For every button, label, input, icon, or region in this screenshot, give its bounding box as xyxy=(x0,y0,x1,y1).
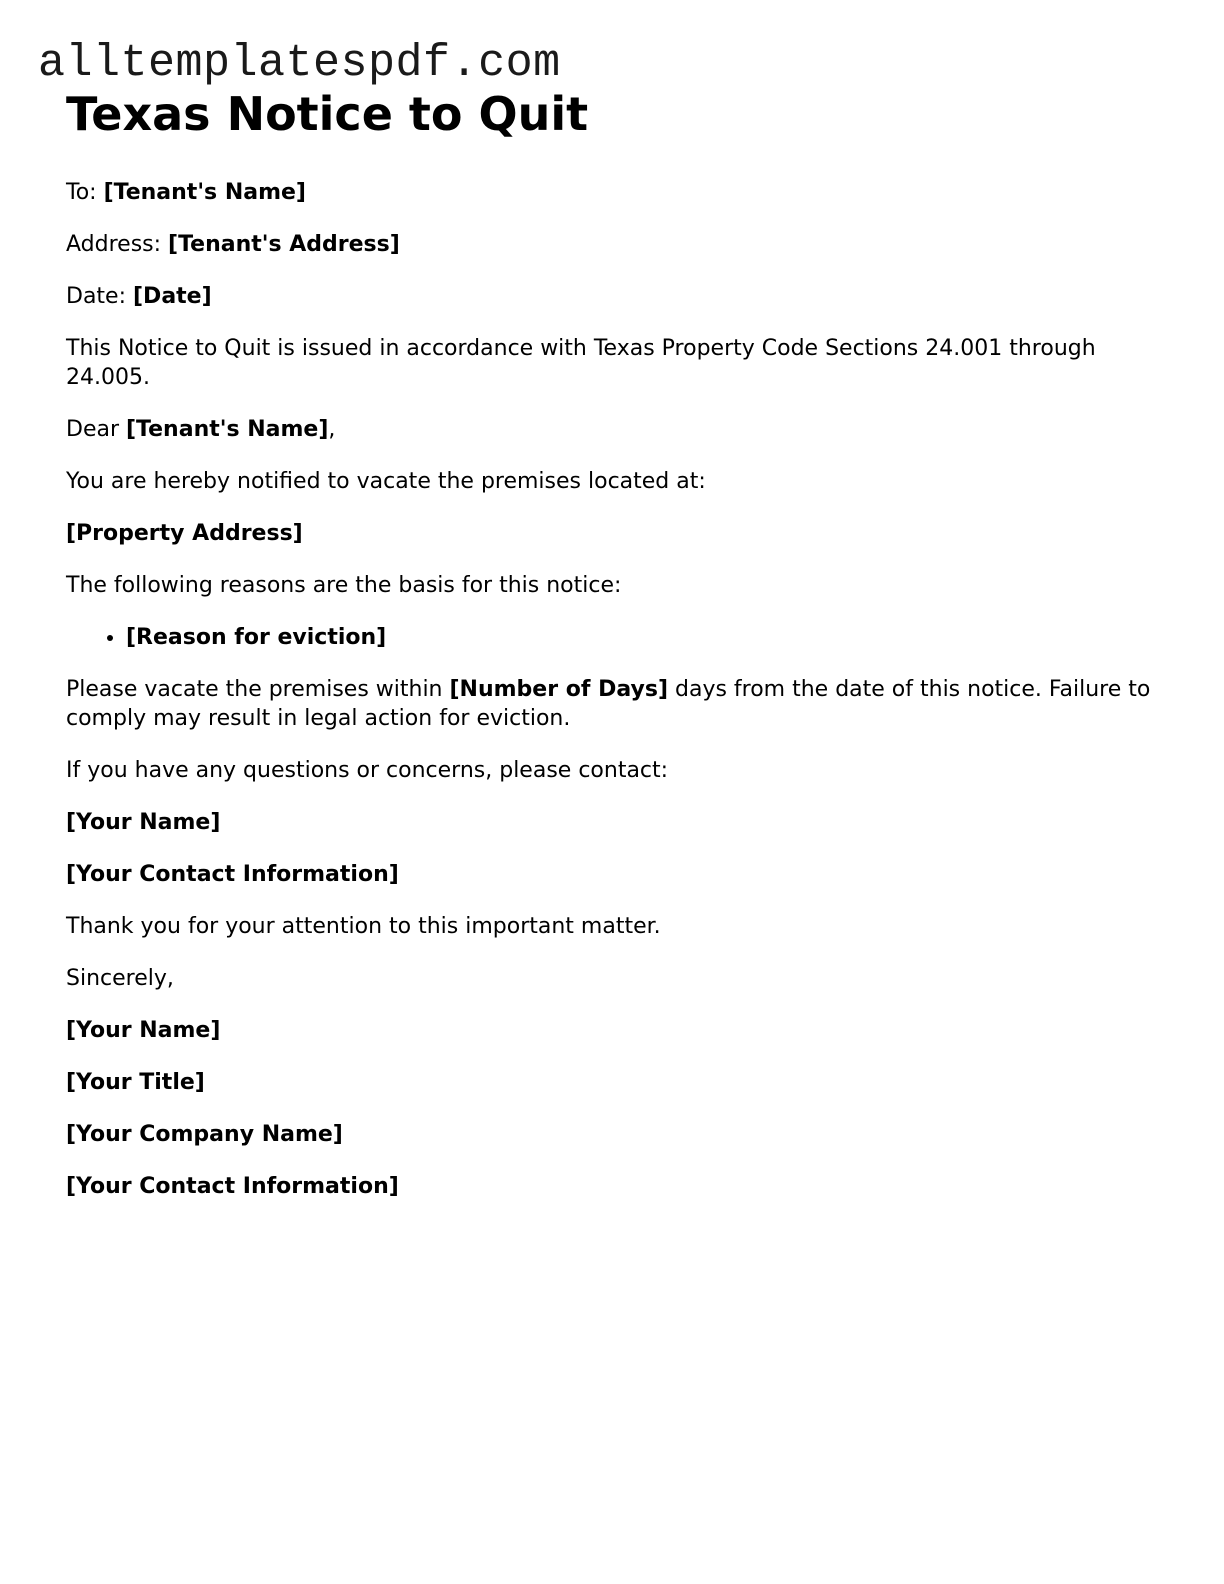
notified-paragraph: You are hereby notified to vacate the premises located at: xyxy=(66,469,706,494)
signature-title-field: [Your Title] xyxy=(66,1070,205,1095)
signature-info-line xyxy=(66,1172,1156,1201)
signature-company-line xyxy=(66,1120,1156,1149)
address-label: Address: xyxy=(66,232,169,257)
to-label: To: xyxy=(66,180,104,205)
greeting-suffix: , xyxy=(328,417,336,442)
reasons-list xyxy=(66,623,1156,652)
contact-info-line xyxy=(66,860,1156,889)
contact-name-line xyxy=(66,808,1156,837)
closing-line: Sincerely, xyxy=(66,966,174,991)
site-watermark: alltemplatespdf.com xyxy=(38,38,561,89)
greeting-prefix: Dear xyxy=(66,417,126,442)
signature-info-field: [Your Contact Information] xyxy=(66,1174,399,1199)
vacate-paragraph xyxy=(66,675,1156,733)
tenant-name-field: [Tenant's Name] xyxy=(103,180,306,205)
statute-paragraph: This Notice to Quit is issued in accordance with Texas Property Code Sections 24.001 through 24.005. xyxy=(66,336,1096,390)
vacate-before: Please vacate the premises within xyxy=(66,677,450,702)
number-of-days-field: [Number of Days] xyxy=(449,677,668,702)
thanks-paragraph: Thank you for your attention to this important matter. xyxy=(66,914,661,939)
date-line xyxy=(66,282,1156,311)
contact-intro: If you have any questions or concerns, please contact: xyxy=(66,758,669,783)
signature-name-field: [Your Name] xyxy=(66,1018,221,1043)
signature-company-field: [Your Company Name] xyxy=(66,1122,343,1147)
reasons-intro: The following reasons are the basis for this notice: xyxy=(66,573,622,598)
date-label: Date: xyxy=(66,284,133,309)
greeting-line xyxy=(66,415,1156,444)
contact-info-field: [Your Contact Information] xyxy=(66,862,399,887)
contact-name-field: [Your Name] xyxy=(66,810,221,835)
property-address-line xyxy=(66,519,1156,548)
address-line xyxy=(66,230,1156,259)
to-line xyxy=(66,178,1156,207)
date-field: [Date] xyxy=(133,284,212,309)
property-address-field: [Property Address] xyxy=(66,521,303,546)
vacate-after: days from the date of this notice. Failure to comply may result in legal action for eviction. xyxy=(66,677,1151,731)
signature-name-line xyxy=(66,1016,1156,1045)
notice-document xyxy=(66,84,1156,1224)
signature-title-line xyxy=(66,1068,1156,1097)
reason-field: [Reason for eviction] xyxy=(126,625,387,650)
document-title: Texas Notice to Quit xyxy=(66,87,589,141)
tenant-address-field: [Tenant's Address] xyxy=(168,232,400,257)
greeting-tenant-name: [Tenant's Name] xyxy=(126,417,329,442)
list-item xyxy=(126,623,1156,652)
